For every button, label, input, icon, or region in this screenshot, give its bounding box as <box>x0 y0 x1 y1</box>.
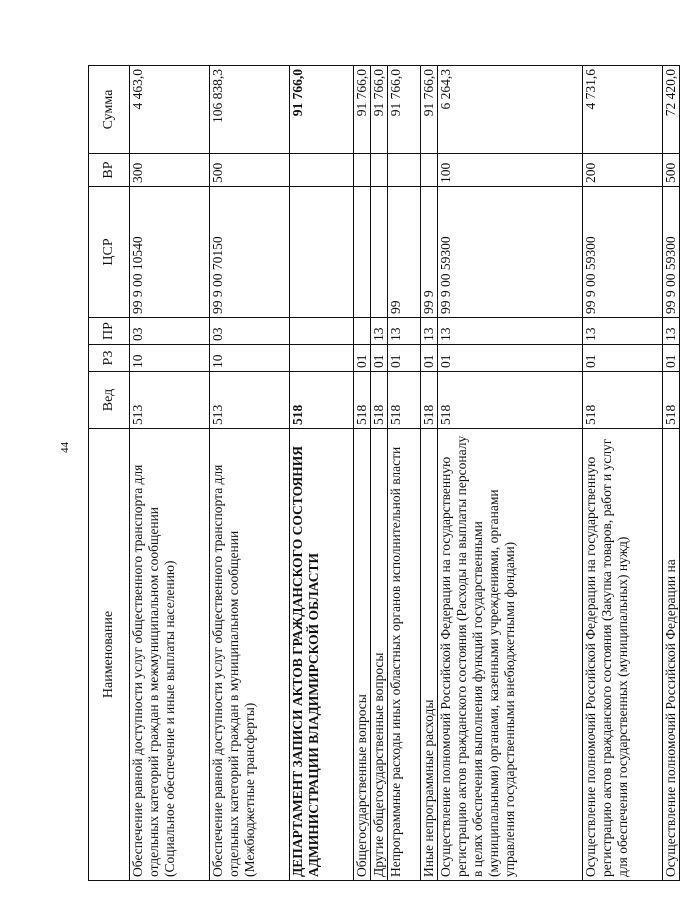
cell-sum: 91 766,0 <box>354 66 371 154</box>
cell-rz: 01 <box>421 345 438 372</box>
cell-pr <box>290 318 354 345</box>
page-number: 44 <box>59 442 71 453</box>
cell-name: Обеспечение равной доступности услуг общественного транспорта для отдельных категорий граждан в муниципальном сообщении (Межбюджетные трансферты) <box>210 429 290 881</box>
cell-vr: 500 <box>663 154 680 187</box>
table-row <box>354 66 371 881</box>
cell-vr <box>388 154 421 187</box>
cell-rz: 01 <box>354 345 371 372</box>
table-row <box>438 66 583 881</box>
cell-ved: 518 <box>663 372 680 429</box>
table-row <box>663 66 680 881</box>
budget-table <box>88 65 680 881</box>
cell-pr: 03 <box>130 318 210 345</box>
table-row <box>210 66 290 881</box>
cell-vr <box>421 154 438 187</box>
cell-sum: 91 766,0 <box>388 66 421 154</box>
cell-vr <box>371 154 388 187</box>
cell-sum: 4 463,0 <box>130 66 210 154</box>
cell-csr: 99 9 <box>421 187 438 318</box>
table-row <box>388 66 421 881</box>
cell-rz: 10 <box>130 345 210 372</box>
cell-pr: 13 <box>388 318 421 345</box>
cell-rz: 01 <box>438 345 583 372</box>
cell-vr <box>290 154 354 187</box>
cell-sum: 91 766,0 <box>421 66 438 154</box>
header-csr: ЦСР <box>89 187 130 318</box>
cell-pr: 13 <box>663 318 680 345</box>
header-sum: Сумма <box>89 66 130 154</box>
cell-csr: 99 9 00 59300 <box>438 187 583 318</box>
header-vr: ВР <box>89 154 130 187</box>
cell-vr <box>354 154 371 187</box>
cell-pr <box>354 318 371 345</box>
table-header-row <box>89 66 130 881</box>
rotated-table-wrapper <box>88 66 678 881</box>
cell-sum: 72 420,0 <box>663 66 680 154</box>
cell-csr: 99 9 00 70150 <box>210 187 290 318</box>
cell-sum: 91 766,0 <box>290 66 354 154</box>
cell-sum: 4 731,6 <box>583 66 663 154</box>
cell-pr: 13 <box>421 318 438 345</box>
cell-rz: 01 <box>388 345 421 372</box>
header-name: Наименование <box>89 429 130 881</box>
cell-pr: 03 <box>210 318 290 345</box>
cell-ved: 518 <box>388 372 421 429</box>
cell-csr <box>290 187 354 318</box>
cell-csr: 99 9 00 59300 <box>583 187 663 318</box>
cell-csr: 99 9 00 10540 <box>130 187 210 318</box>
cell-rz: 01 <box>663 345 680 372</box>
cell-sum: 106 838,3 <box>210 66 290 154</box>
cell-pr: 13 <box>371 318 388 345</box>
table-row <box>130 66 210 881</box>
cell-ved: 518 <box>354 372 371 429</box>
cell-rz <box>290 345 354 372</box>
table-body <box>130 66 680 881</box>
cell-vr: 300 <box>130 154 210 187</box>
cell-name: Обеспечение равной доступности услуг общественного транспорта для отдельных категорий граждан в межмуниципальном сообщении (Социальное обеспечение и иные выплаты населению) <box>130 429 210 881</box>
cell-rz: 10 <box>210 345 290 372</box>
cell-ved: 518 <box>583 372 663 429</box>
cell-name: Непрограммные расходы иных областных органов исполнительной власти <box>388 429 421 881</box>
cell-pr: 13 <box>583 318 663 345</box>
cell-name: Осуществление полномочий Российской Федерации на государственную регистрацию актов гражданского состояния (Закупка товаров, работ и услуг для обеспечения государственных (муниципальных) нужд) <box>583 429 663 881</box>
cell-name: Иные непрограммные расходы <box>421 429 438 881</box>
cell-name: Осуществление полномочий Российской Федерации на государственную регистрацию актов гражданского состояния (Расходы на выплаты персоналу в целях обеспечения выполнения функций государственными (муниципальными) органами, казенными учреждениями, органами управления государственными внебюджетными фондами) <box>438 429 583 881</box>
cell-ved: 518 <box>421 372 438 429</box>
header-pr: ПР <box>89 318 130 345</box>
cell-ved: 513 <box>130 372 210 429</box>
cell-sum: 91 766,0 <box>371 66 388 154</box>
cell-ved: 518 <box>438 372 583 429</box>
cell-ved: 513 <box>210 372 290 429</box>
cell-pr: 13 <box>438 318 583 345</box>
cell-csr <box>371 187 388 318</box>
cell-vr: 100 <box>438 154 583 187</box>
cell-csr: 99 <box>388 187 421 318</box>
cell-csr: 99 9 00 59300 <box>663 187 680 318</box>
cell-name: Общегосударственные вопросы <box>354 429 371 881</box>
cell-sum: 6 264,3 <box>438 66 583 154</box>
cell-name: ДЕПАРТАМЕНТ ЗАПИСИ АКТОВ ГРАЖДАНСКОГО СОСТОЯНИЯ АДМИНИСТРАЦИИ ВЛАДИМИРСКОЙ ОБЛАСТИ <box>290 429 354 881</box>
cell-rz: 01 <box>583 345 663 372</box>
cell-vr: 200 <box>583 154 663 187</box>
cell-vr: 500 <box>210 154 290 187</box>
cell-name: Другие общегосударственные вопросы <box>371 429 388 881</box>
header-ved: Вед <box>89 372 130 429</box>
table-row <box>371 66 388 881</box>
table-row <box>290 66 354 881</box>
header-rz: РЗ <box>89 345 130 372</box>
cell-ved: 518 <box>371 372 388 429</box>
cell-csr <box>354 187 371 318</box>
cell-rz: 01 <box>371 345 388 372</box>
table-row <box>583 66 663 881</box>
cell-ved: 518 <box>290 372 354 429</box>
cell-name: Осуществление полномочий Российской Федерации на <box>663 429 680 881</box>
table-row <box>421 66 438 881</box>
